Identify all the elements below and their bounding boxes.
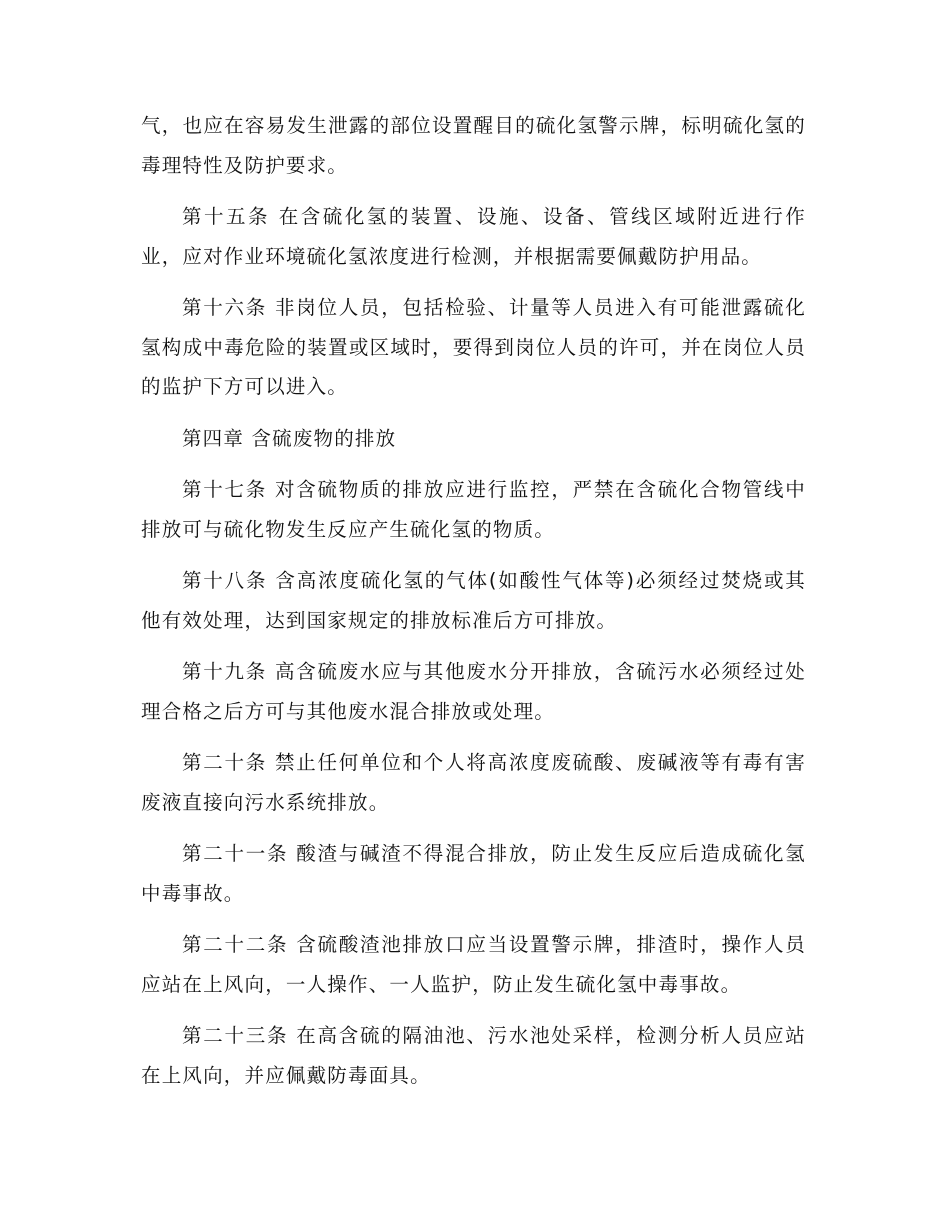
article-15: 第十五条 在含硫化氢的装置、设施、设备、管线区域附近进行作业，应对作业环境硫化氢浓度进行检测，并根据需要佩戴防护用品。 <box>141 205 806 268</box>
article-16: 第十六条 非岗位人员，包括检验、计量等人员进入有可能泄露硫化氢构成中毒危险的装置或区域时，要得到岗位人员的许可，并在岗位人员的监护下方可以进入。 <box>141 296 806 398</box>
article-17: 第十七条 对含硫物质的排放应进行监控，严禁在含硫化合物管线中排放可与硫化物发生反应产生硫化氢的物质。 <box>141 478 806 541</box>
article-22: 第二十二条 含硫酸渣池排放口应当设置警示牌，排渣时，操作人员应站在上风向，一人操作、一人监护，防止发生硫化氢中毒事故。 <box>141 933 806 996</box>
document-body <box>141 106 806 1107</box>
chapter-4-heading: 第四章 含硫废物的排放 <box>181 426 397 450</box>
article-21: 第二十一条 酸渣与碱渣不得混合排放，防止发生反应后造成硫化氢中毒事故。 <box>141 842 806 905</box>
article-18: 第十八条 含高浓度硫化氢的气体(如酸性气体等)必须经过焚烧或其他有效处理，达到国家规定的排放标准后方可排放。 <box>141 569 806 632</box>
article-20: 第二十条 禁止任何单位和个人将高浓度废硫酸、废碱液等有毒有害废液直接向污水系统排放。 <box>141 751 806 814</box>
article-23: 第二十三条 在高含硫的隔油池、污水池处采样，检测分析人员应站在上风向，并应佩戴防毒面具。 <box>141 1024 806 1087</box>
paragraph-continuation: 气，也应在容易发生泄露的部位设置醒目的硫化氢警示牌，标明硫化氢的毒理特性及防护要求。 <box>141 114 806 177</box>
article-19: 第十九条 高含硫废水应与其他废水分开排放，含硫污水必须经过处理合格之后方可与其他废水混合排放或处理。 <box>141 660 806 723</box>
